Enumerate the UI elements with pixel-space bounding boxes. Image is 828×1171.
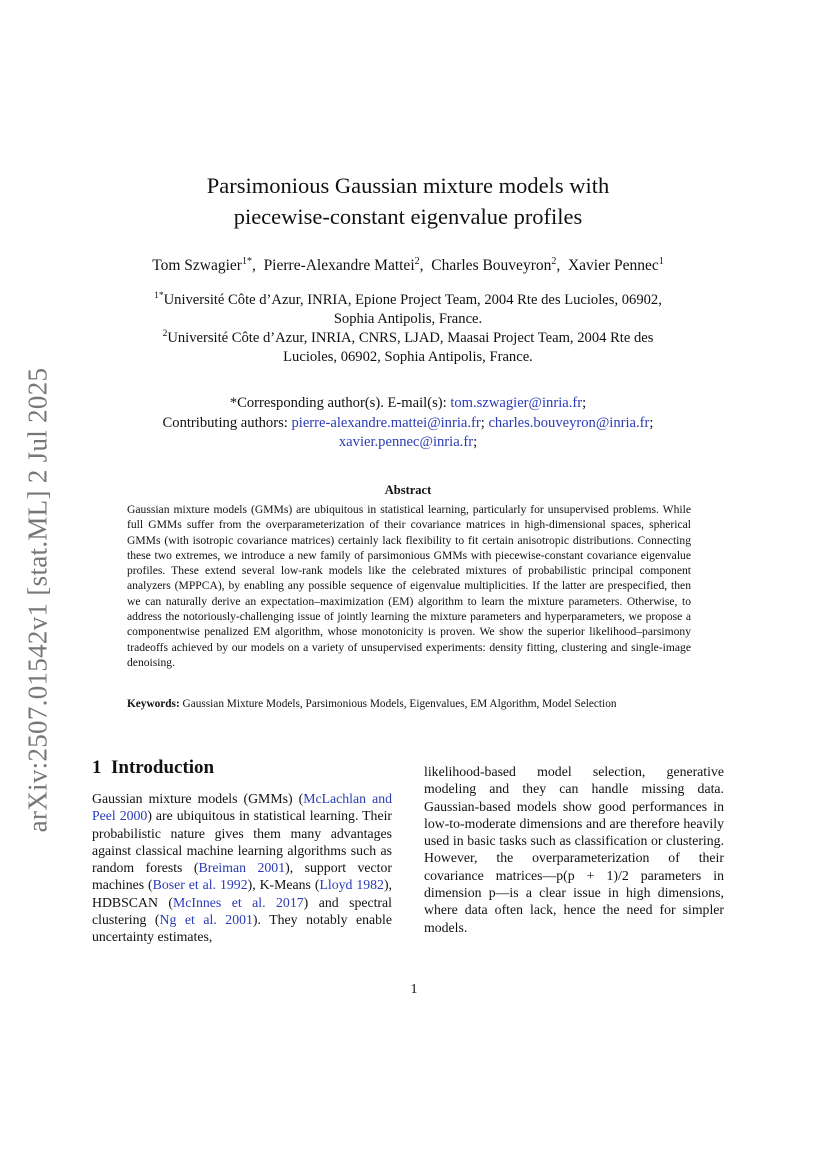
correspondence-block: *Corresponding author(s). E-mail(s): tom.szwagier@inria.fr; Contributing authors: pierre-alexandre.mattei@inria.fr; charles.bouveyron@inria.fr; xavier.pennec@inria.fr; bbox=[162, 395, 654, 450]
author-name: Charles Bouveyron bbox=[431, 257, 552, 275]
author-name: Tom Szwagier bbox=[152, 257, 242, 275]
citation-link[interactable]: McLachlan and Peel 2000 bbox=[92, 791, 392, 824]
intro-right-column: likelihood-based model selection, generative modeling and they can handle missing data. Gaussian-based models show good performances in low-to-moderate dimensions and are therefore heavily used in basic tasks such as classification or clustering. However, the overparameterization of their covariance matrices—p(p + 1)/2 parameters in dimension p—is a clear issue in high dimensions, where data often lack, hence the need for simpler models. bbox=[424, 764, 724, 935]
citation-link[interactable]: Lloyd 1982 bbox=[319, 877, 384, 893]
page-number: 1 bbox=[410, 982, 418, 997]
keywords: Keywords: Gaussian Mixture Models, Parsimonious Models, Eigenvalues, EM Algorithm, Model Selection bbox=[127, 698, 617, 710]
section-heading: 1 Introduction bbox=[92, 757, 215, 778]
author-affiliation-mark: 1 bbox=[658, 256, 664, 267]
author-name: Xavier Pennec bbox=[567, 257, 659, 275]
author-name: Pierre-Alexandre Mattei bbox=[263, 257, 415, 275]
citation-link[interactable]: McInnes et al. 2017 bbox=[173, 894, 304, 910]
intro-left-column: Gaussian mixture models (GMMs) (McLachlan and Peel 2000) are ubiquitous in statistical learning. Their probabilistic nature gives them many advantages against classical machine learning algorithms such as random forests (Breiman 2001), support vector machines (Boser et al. 1992), K-Means (Lloyd 1982), HDBSCAN (McInnes et al. 2017) and spectral clustering (Ng et al. 2001). They notably enable uncertainty estimates, bbox=[92, 791, 393, 945]
citation-link[interactable]: Boser et al. 1992 bbox=[152, 877, 248, 893]
citation-link[interactable]: Ng et al. 2001 bbox=[159, 912, 253, 928]
author-affiliation-mark: 1* bbox=[241, 256, 252, 267]
arxiv-identifier-stamp: arXiv:2507.01542v1 [stat.ML] 2 Jul 2025 bbox=[22, 367, 53, 833]
affiliation-2: $^2$Université Côte d’Azur, INRIA, CNRS, LJAD, Maasai Project Team, 2004 Rte des Lucioles, 06902, Sophia Antipolis, France. bbox=[162, 329, 654, 365]
contributor-email-link[interactable]: xavier.pennec@inria.fr bbox=[338, 434, 474, 450]
paper-title bbox=[100, 170, 716, 232]
title-line-2: piecewise-constant eigenvalue profiles bbox=[233, 204, 583, 229]
corresponding-email-link[interactable]: tom.szwagier@inria.fr bbox=[450, 395, 583, 411]
contributor-email-link[interactable]: charles.bouveyron@inria.fr bbox=[488, 414, 650, 431]
author-affiliation-mark: 2 bbox=[414, 256, 420, 267]
author-list: Tom Szwagier$^{1*}$, Pierre-Alexandre Mattei$^2$, Charles Bouveyron$^2$, Xavier Pennec$^1$ bbox=[152, 256, 664, 275]
author-affiliation-mark: 2 bbox=[551, 256, 557, 267]
contributor-email-link[interactable]: pierre-alexandre.mattei@inria.fr bbox=[291, 414, 481, 431]
title-line-1: Parsimonious Gaussian mixture models with bbox=[206, 173, 610, 198]
affiliation-1: $^{1*}$Université Côte d’Azur, INRIA, Epione Project Team, 2004 Rte des Lucioles, 06902, Sophia Antipolis, France. bbox=[154, 291, 662, 327]
citation-link[interactable]: Breiman 2001 bbox=[198, 860, 286, 876]
abstract-text: Gaussian mixture models (GMMs) are ubiquitous in statistical learning, particularly for unsupervised problems. While full GMMs suffer from the overparameterization of their covariance matrices in high-dimensional spaces, spherical GMMs (with isotropic covariance matrices) certainly lack flexibility to fit certain anisotropic distributions. Connecting these two extremes, we introduce a new family of parsimonious GMMs with piecewise-constant covariance eigenvalue profiles. These extend several low-rank models like the celebrated mixtures of probabilistic principal component analyzers (MPPCA), by enabling any possible sequence of eigenvalue multiplicities. If the latter are prespecified, then we can naturally derive an expectation–maximization (EM) algorithm to learn the mixture parameters. Otherwise, to address the notoriously-challenging issue of jointly learning the mixture parameters and hyperparameters, we propose a componentwise penalized EM algorithm, whose monotonicity is proven. We show the superior likelihood–parsimony tradeoffs achieved by our models on a variety of unsupervised experiments: density fitting, clustering and single-image denoising. bbox=[127, 503, 691, 669]
abstract-heading: Abstract bbox=[384, 483, 432, 497]
